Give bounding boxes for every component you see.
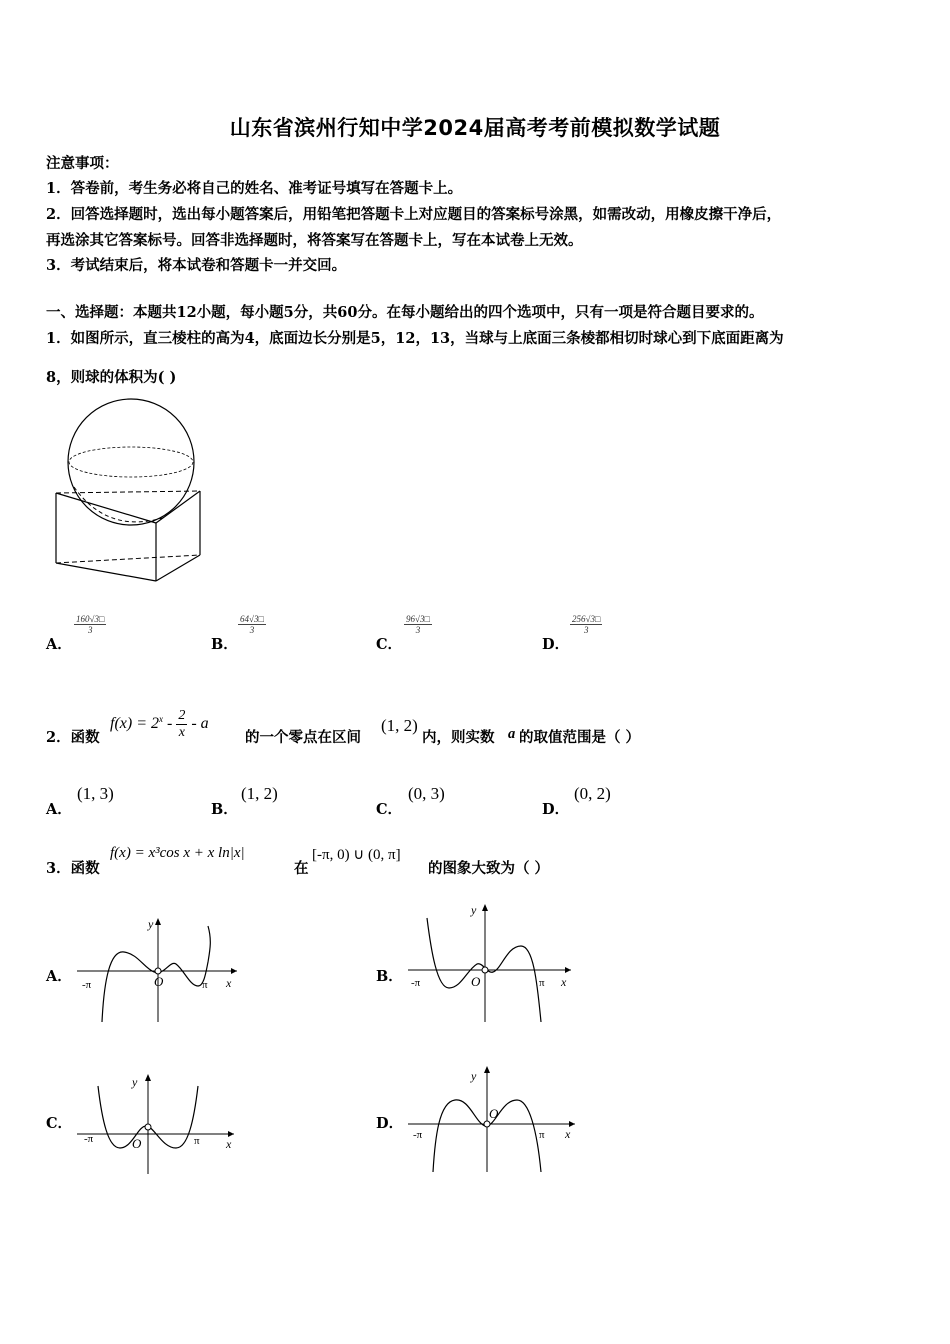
- q3-option-c-label: C．: [46, 1115, 73, 1132]
- formula-lhs: f(x) = 2: [110, 715, 159, 733]
- axis-x-label: x: [561, 975, 567, 989]
- q1-option-b-value: [238, 614, 266, 637]
- question-2-end: 的取值范围是（ ）: [519, 729, 641, 746]
- origin-label: O: [132, 1136, 142, 1151]
- notes-item: 再选涂其它答案标号。回答非选择题时，将答案写在答题卡上，写在本试卷上无效。: [46, 232, 583, 249]
- question-3-prefix: 3．函数: [46, 860, 100, 877]
- q3-graph-b: [403, 900, 583, 1030]
- formula-frac-num: 2: [178, 708, 186, 723]
- notes-item: 1．答卷前，考生务必将自己的姓名、准考证号填写在答题卡上。: [46, 180, 463, 197]
- fraction-numerator: 96√3□: [406, 614, 430, 624]
- q3-option-a-label: A．: [46, 968, 72, 985]
- pos-pi-label: π: [539, 977, 545, 989]
- notes-item: 3．考试结束后，将本试卷和答题卡一并交回。: [46, 257, 347, 274]
- axis-y-label: y: [471, 1069, 477, 1083]
- page-title: 山东省滨州行知中学2024届高考考前模拟数学试题: [229, 116, 721, 140]
- question-3-middle: 在: [294, 860, 309, 877]
- q2-option-b-value: (1, 2): [241, 784, 278, 803]
- formula-tail: - a: [187, 715, 209, 733]
- neg-pi-label: -π: [413, 1129, 423, 1141]
- q2-option-a-value: (1, 3): [77, 784, 114, 803]
- q1-option-a-label: A．: [46, 636, 72, 653]
- fraction-numerator: 64√3□: [240, 614, 264, 624]
- q2-option-c-label: C．: [376, 801, 403, 818]
- question-2-interval: (1, 2): [381, 716, 418, 735]
- q3-option-d-label: D．: [376, 1115, 404, 1132]
- pos-pi-label: π: [194, 1135, 200, 1147]
- fraction-denominator: 3: [87, 625, 93, 635]
- axis-x-label: x: [226, 976, 232, 990]
- question-2-variable: a: [508, 726, 516, 742]
- section-heading: 一、选择题：本题共12小题，每小题5分，共60分。在每小题给出的四个选项中，只有一项是符合题目要求的。: [46, 304, 764, 321]
- question-2-middle: 的一个零点在区间: [245, 729, 361, 746]
- q3-graph-d: [403, 1060, 583, 1180]
- question-3-formula: f(x) = x³cos x + x ln|x|: [110, 845, 245, 861]
- question-2-suffix: 内，则实数: [422, 729, 495, 746]
- q1-option-c-label: C．: [376, 636, 403, 653]
- fraction-denominator: 3: [583, 625, 589, 635]
- q1-option-a-value: [74, 614, 106, 637]
- notes-heading: 注意事项：: [46, 155, 119, 172]
- q3-graph-c: [72, 1070, 252, 1180]
- fraction-numerator: 160√3□: [76, 614, 105, 624]
- pos-pi-label: π: [539, 1129, 545, 1141]
- q2-option-a-label: A．: [46, 801, 72, 818]
- question-1-line1: 1．如图所示，直三棱柱的高为4，底面边长分别是5，12，13，当球与上底面三条棱都相切时球心到下底面距离为: [46, 330, 784, 347]
- axis-x-label: x: [565, 1127, 571, 1141]
- formula-minus: -: [163, 715, 177, 733]
- question-2-formula: [110, 708, 209, 741]
- q1-option-c-value: [404, 614, 432, 637]
- formula-frac-den: x: [178, 725, 185, 740]
- formula-exponent: x: [159, 713, 163, 724]
- axis-x-label: x: [226, 1137, 232, 1151]
- fraction-denominator: 3: [415, 625, 421, 635]
- notes-item: 2．回答选择题时，选出每小题答案后，用铅笔把答题卡上对应题目的答案标号涂黑，如需改动，用橡皮擦干净后，: [46, 206, 782, 223]
- pos-pi-label: π: [202, 979, 208, 991]
- question-2-prefix: 2．函数: [46, 729, 100, 746]
- neg-pi-label: -π: [84, 1133, 94, 1145]
- fraction-numerator: 256√3□: [572, 614, 601, 624]
- question-3-domain: [-π, 0) ∪ (0, π]: [312, 847, 401, 863]
- q1-option-d-label: D．: [542, 636, 570, 653]
- origin-label: O: [154, 974, 164, 989]
- axis-y-label: y: [471, 903, 477, 917]
- neg-pi-label: -π: [411, 977, 421, 989]
- question-3-end: 的图象大致为（ ）: [428, 860, 550, 877]
- q3-graph-a: [72, 910, 252, 1030]
- q3-option-b-label: B．: [376, 968, 403, 985]
- q2-option-b-label: B．: [211, 801, 238, 818]
- origin-label: O: [489, 1106, 499, 1121]
- q2-option-c-value: (0, 3): [408, 784, 445, 803]
- q1-option-d-value: [570, 614, 602, 637]
- prism-sphere-figure: [48, 395, 208, 585]
- axis-y-label: y: [148, 917, 154, 931]
- axis-y-label: y: [132, 1075, 138, 1089]
- q1-option-b-label: B．: [211, 636, 238, 653]
- q2-option-d-label: D．: [542, 801, 570, 818]
- origin-label: O: [471, 974, 481, 989]
- fraction-denominator: 3: [249, 625, 255, 635]
- q2-option-d-value: (0, 2): [574, 784, 611, 803]
- question-1-line2: 8，则球的体积为( ): [46, 369, 177, 386]
- neg-pi-label: -π: [82, 979, 92, 991]
